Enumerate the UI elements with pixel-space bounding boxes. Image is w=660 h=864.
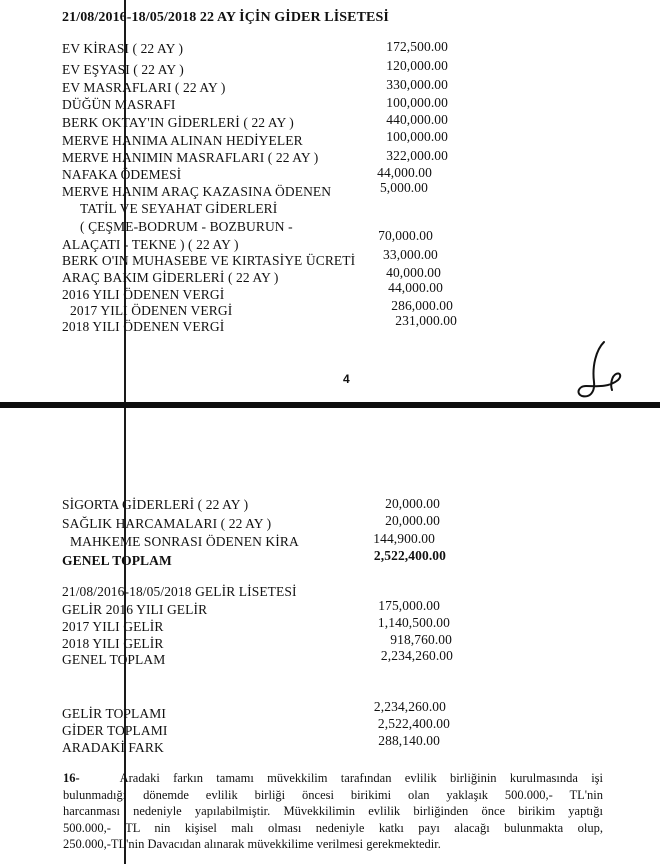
expense-label: EV MASRAFLARI ( 22 AY ) (62, 80, 226, 95)
expense-list-title: 21/08/2016-18/05/2018 22 AY İÇİN GİDER LİSETESİ (62, 10, 389, 25)
paragraph-line: 250.000,-TL'nin Davacıdan alınarak müvekkilime verilmesi gerekmektedir. (63, 837, 441, 852)
expense-amount: 231,000.00 (395, 313, 457, 328)
paragraph-line: harcanması nedeniyle yapılabilmiştir. Müvekkilimin evlilik birliğinden önce birikim yaptığı (63, 804, 603, 819)
expense-amount: 5,000.00 (379, 180, 428, 195)
expense-amount: 40,000.00 (386, 265, 441, 280)
expense-label: TATİL VE SEYAHAT GİDERLERİ (80, 201, 278, 216)
expense-amount: 44,000.00 (388, 280, 443, 295)
summary-amount: 288,140.00 (378, 733, 440, 748)
expense-amount: 70,000.00 (378, 228, 433, 243)
expense-amount: 100,000.00 (386, 95, 448, 110)
expense-label: ( ÇEŞME-BODRUM - BOZBURUN - (80, 219, 293, 234)
income-list-title: 21/08/2016-18/05/2018 GELİR LİSETESİ (62, 584, 297, 599)
income-amount: 1,140,500.00 (377, 615, 450, 630)
expense-amount: 20,000.00 (385, 496, 440, 511)
expense-amount: 20,000.00 (385, 513, 440, 528)
paragraph-line: 500.000,- TL nin kişisel malı olması nedeniyle katkı payı alacağı bulunmakta olup, (63, 820, 603, 835)
expense-total-amount: 2,522,400.00 (373, 548, 446, 563)
expense-label: MERVE HANIM ARAÇ KAZASINA ÖDENEN (62, 184, 332, 199)
expense-amount: 286,000.00 (391, 298, 453, 313)
expense-label: NAFAKA ÖDEMESİ (62, 167, 182, 182)
summary-label: GİDER TOPLAMI (62, 723, 168, 738)
expense-label: MAHKEME SONRASI ÖDENEN KİRA (70, 534, 299, 549)
expense-label: SAĞLIK HARCAMALARI ( 22 AY ) (62, 516, 272, 531)
expense-label: 2017 YILI ÖDENEN VERGİ (70, 303, 233, 318)
income-label: 2017 YILI GELİR (62, 619, 164, 634)
expense-amount: 330,000.00 (386, 77, 448, 92)
expense-label: EV EŞYASI ( 22 AY ) (62, 62, 184, 77)
paragraph-line-text: Aradaki farkın tamamı müvekkilim tarafından evlilik birliğinin kurulmasında işi (119, 771, 604, 785)
expense-amount: 322,000.00 (386, 148, 448, 163)
expense-amount: 120,000.00 (386, 58, 448, 73)
income-label: GENEL TOPLAM (62, 652, 166, 667)
page-break-bar (0, 402, 660, 408)
expense-label: MERVE HANIMA ALINAN HEDİYELER (62, 133, 303, 148)
expense-amount: 440,000.00 (386, 112, 448, 127)
summary-label: ARADAKİ FARK (62, 740, 164, 755)
expense-label: ARAÇ BAKIM GİDERLERİ ( 22 AY ) (62, 270, 279, 285)
income-label: GELİR 2016 YILI GELİR (62, 602, 208, 617)
expense-amount: 33,000.00 (383, 247, 438, 262)
income-amount: 175,000.00 (378, 598, 440, 613)
paragraph-number: 16- (63, 771, 80, 785)
expense-label: SİGORTA GİDERLERİ ( 22 AY ) (62, 497, 249, 512)
page-number: 4 (343, 372, 350, 386)
expense-label: 2016 YILI ÖDENEN VERGİ (62, 287, 225, 302)
paragraph-line: bulunmadığı dönemde evlilik birliği öncesi birikimi olan yaklaşık 500.000,- TL'nin (63, 787, 603, 802)
income-amount: 918,760.00 (390, 632, 452, 647)
expense-amount: 172,500.00 (386, 39, 448, 54)
expense-amount: 144,900.00 (373, 531, 435, 546)
summary-amount: 2,234,260.00 (373, 699, 446, 714)
expense-label: ALAÇATI - TEKNE ) ( 22 AY ) (62, 237, 239, 252)
expense-amount: 100,000.00 (386, 129, 448, 144)
expense-label: MERVE HANIMIN MASRAFLARI ( 22 AY ) (62, 150, 319, 165)
income-label: 2018 YILI GELİR (62, 636, 164, 651)
expense-label: BERK OKTAY'IN GİDERLERİ ( 22 AY ) (62, 115, 294, 130)
expense-label: DÜĞÜN MASRAFI (62, 97, 176, 112)
signature-mark (566, 338, 628, 402)
expense-label: BERK O'IN MUHASEBE VE KIRTASİYE ÜCRETİ (62, 253, 356, 268)
expense-total-label: GENEL TOPLAM (62, 553, 172, 568)
expense-label: EV KİRASI ( 22 AY ) (62, 41, 184, 56)
summary-amount: 2,522,400.00 (377, 716, 450, 731)
income-amount: 2,234,260.00 (380, 648, 453, 663)
expense-amount: 44,000.00 (377, 165, 432, 180)
paragraph-line (63, 770, 603, 787)
expense-label: 2018 YILI ÖDENEN VERGİ (62, 319, 225, 334)
paragraph-16 (63, 770, 603, 853)
summary-label: GELİR TOPLAMI (62, 706, 166, 721)
